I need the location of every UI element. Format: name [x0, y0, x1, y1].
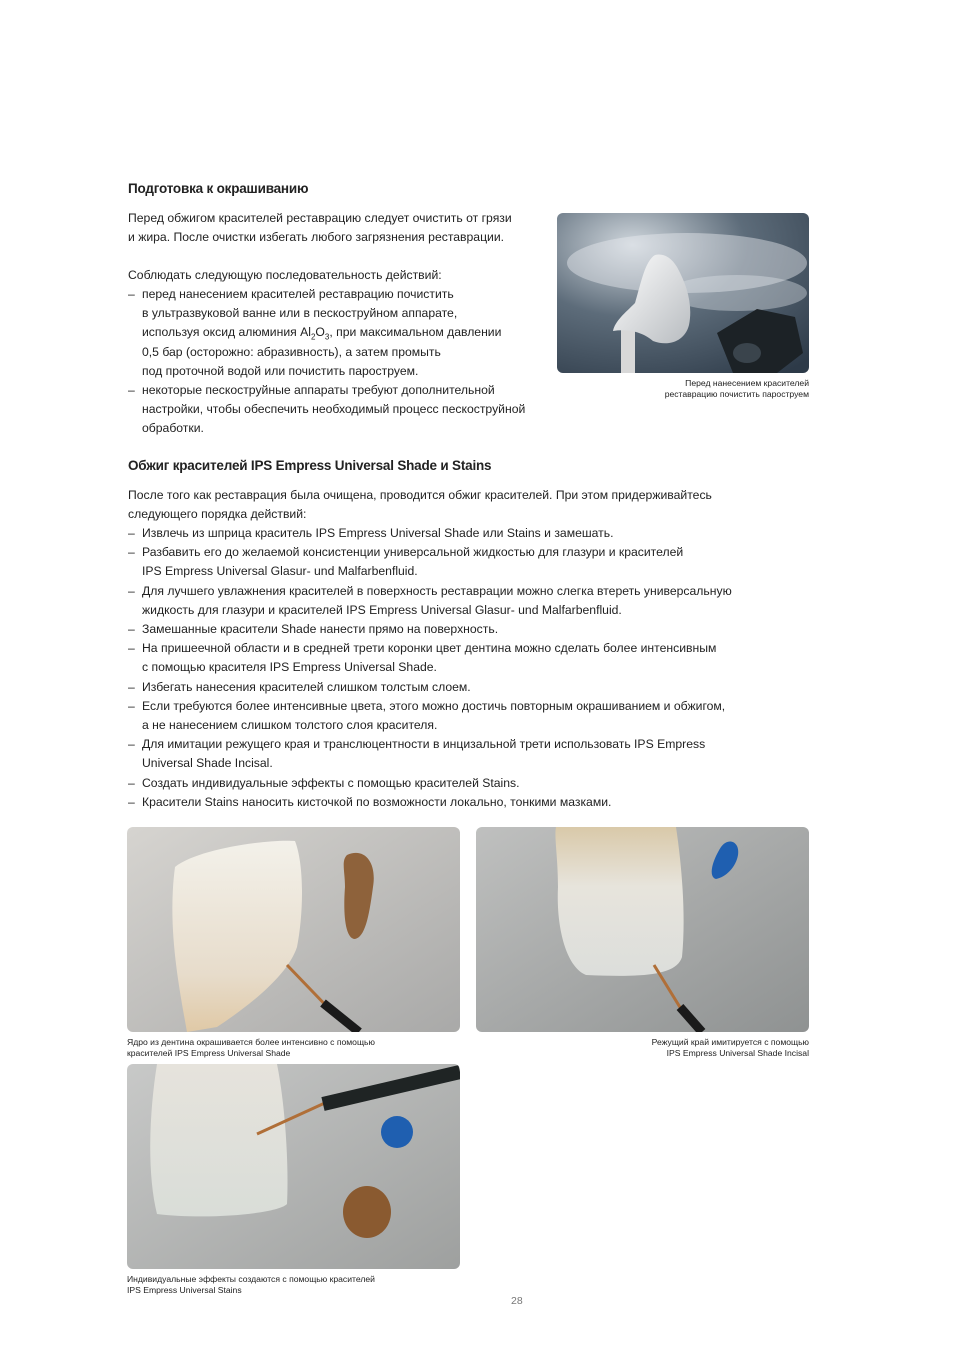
text-line: жидкость для глазури и красителей IPS Empress Universal Glasur- und Malfarbenfluid.	[142, 602, 622, 617]
photo-stains-effects	[127, 1064, 460, 1269]
caption-line: IPS Empress Universal Stains	[127, 1285, 242, 1296]
sequence-intro: Соблюдать следующую последовательность действий:	[128, 268, 442, 282]
text-line: – Избегать нанесения красителей слишком толстым слоем.	[142, 679, 471, 694]
text-line: – Если требуются более интенсивные цвета, этого можно достичь повторным окрашиванием и обжигом,	[142, 698, 726, 713]
caption-line: Ядро из дентина окрашивается более интенсивно с помощью	[127, 1037, 375, 1047]
text-line: а не нанесением слишком толстого слоя красителя.	[142, 718, 438, 733]
list-item	[128, 381, 558, 439]
text-line: Universal Shade Incisal.	[142, 756, 273, 771]
text-line: следующего порядка действий:	[128, 507, 307, 522]
list-item	[128, 543, 818, 581]
text-line: – Разбавить его до желаемой консистенции универсальной жидкостью для глазури и красителей	[142, 545, 684, 560]
text-line: – Создать индивидуальные эффекты с помощью красителей Stains.	[142, 775, 520, 790]
text-line: – Для имитации режущего края и транслюцентности в инцизальной трети использовать IPS Empress	[142, 737, 706, 752]
caption-stains-effects	[127, 1274, 467, 1296]
list-item	[128, 793, 818, 812]
list-item	[128, 678, 818, 697]
list-item	[128, 582, 818, 620]
caption-steam-cleaning	[620, 378, 809, 400]
text-line: обработки.	[142, 421, 204, 436]
text-line	[142, 323, 558, 342]
text-line: настройки, чтобы обеспечить необходимый процесс пескоструйной	[142, 402, 526, 417]
subscript: 3	[324, 332, 330, 342]
preparation-list	[128, 285, 558, 439]
text-line: – перед нанесением красителей реставрацию почистить	[142, 287, 454, 301]
text-line: – Извлечь из шприца краситель IPS Empress Universal Shade или Stains и замешать.	[142, 526, 614, 540]
firing-intro	[128, 486, 818, 524]
list-item	[128, 639, 818, 677]
preparation-intro	[128, 209, 548, 247]
caption-incisal-edge	[560, 1037, 809, 1059]
list-item	[128, 735, 818, 773]
caption-line: красителей IPS Empress Universal Shade	[127, 1048, 291, 1059]
text-line: – Для лучшего увлажнения красителей в поверхность реставрации можно слегка втереть универсальную	[142, 583, 732, 598]
photo-incisal-edge	[476, 827, 809, 1032]
text-fragment: используя оксид алюминия Al	[142, 325, 311, 340]
text-line: под проточной водой или почистить пароструем.	[142, 363, 419, 378]
dentin-core-image	[127, 827, 460, 1032]
text-line: 0,5 бар (осторожно: абразивность), а затем промыть	[142, 344, 441, 359]
list-item	[128, 774, 818, 793]
text-line: в ультразвуковой ванне или в пескоструйном аппарате,	[142, 306, 458, 321]
list-item	[128, 285, 558, 381]
section-heading-firing: Обжиг красителей IPS Empress Universal Shade и Stains	[128, 458, 492, 473]
text-line: – некоторые пескоструйные аппараты требуют дополнительной	[142, 383, 495, 398]
text-fragment: O	[315, 325, 325, 340]
stains-effects-image	[127, 1064, 460, 1269]
incisal-edge-image	[476, 827, 809, 1032]
caption-line: Индивидуальные эффекты создаются с помощью красителей	[127, 1274, 375, 1284]
text-line: Перед обжигом красителей реставрацию следует очистить от грязи	[128, 211, 512, 225]
caption-line: реставрацию почистить пароструем	[664, 389, 809, 400]
page-number: 28	[511, 1295, 523, 1307]
text-line: – Красители Stains наносить кисточкой по возможности локально, тонкими мазками.	[142, 794, 612, 809]
list-item	[128, 524, 818, 543]
photo-steam-cleaning	[557, 213, 809, 373]
text-line: и жира. После очистки избегать любого загрязнения реставрации.	[128, 230, 505, 245]
text-line: с помощью красителя IPS Empress Universal Shade.	[142, 660, 437, 675]
list-item	[128, 620, 818, 639]
list-item	[128, 697, 818, 735]
caption-line: Режущий край имитируется с помощью	[651, 1037, 809, 1047]
section-heading-preparation: Подготовка к окрашиванию	[128, 181, 309, 196]
caption-dentin-core	[127, 1037, 467, 1059]
text-line: – На пришеечной области и в средней трети коронки цвет дентина можно сделать более интенсивным	[142, 641, 717, 656]
subscript: 2	[310, 332, 316, 342]
firing-steps-list	[128, 524, 818, 812]
steam-cleaning-image	[557, 213, 809, 373]
text-line: – Замешанные красители Shade нанести прямо на поверхность.	[142, 622, 499, 637]
caption-line: IPS Empress Universal Shade Incisal	[666, 1048, 809, 1059]
photo-dentin-core	[127, 827, 460, 1032]
text-fragment: , при максимальном давлении	[329, 325, 502, 340]
caption-line: Перед нанесением красителей	[685, 378, 809, 388]
text-line: IPS Empress Universal Glasur- und Malfarbenfluid.	[142, 564, 418, 579]
text-line: После того как реставрация была очищена, проводится обжиг красителей. При этом придерживайтесь	[128, 488, 712, 502]
